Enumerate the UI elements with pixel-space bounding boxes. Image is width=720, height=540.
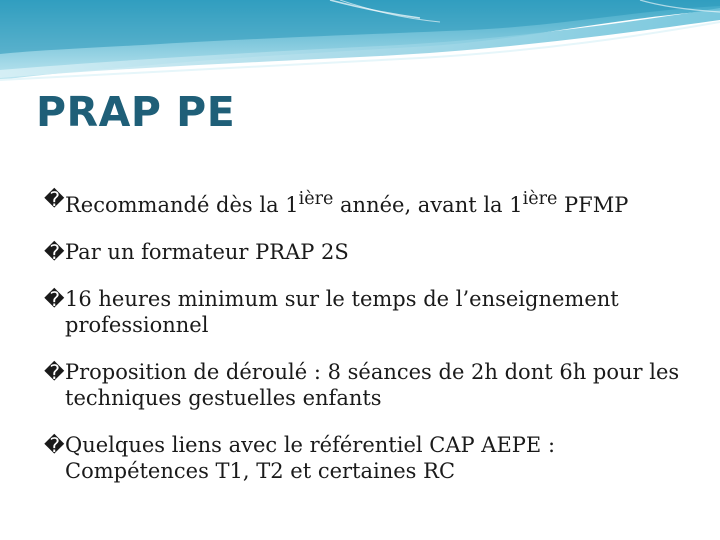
bullet-text [65,360,679,410]
bullet-marker-icon: � [44,433,65,457]
bullet-text [65,189,629,217]
bullet-item [44,432,704,484]
bullet-text-segment: 16 heures minimum sur le temps de l’enseignement professionnel [65,287,619,337]
bullet-text [65,240,349,264]
bullet-marker-icon: � [44,360,65,384]
bullet-marker-icon: � [44,287,65,311]
bullet-marker-icon: � [44,240,65,264]
superscript-text: ière [298,189,334,209]
bullet-text [65,287,619,337]
bullet-text-segment: Recommandé dès la 1 [65,193,299,217]
bullet-text [65,433,555,483]
header-wave-decoration [0,0,720,90]
bullet-text-segment: PFMP [557,193,629,217]
bullet-text-segment: Quelques liens avec le référentiel CAP AEPE : Compétences T1, T2 et certaines RC [65,433,556,483]
bullet-text-segment: année, avant la 1 [333,193,523,217]
bullet-marker-icon: � [44,187,65,211]
bullet-list [44,186,704,505]
bullet-item [44,359,704,411]
bullet-item [44,286,704,338]
bullet-item [44,239,704,265]
slide-title: PRAP PE [36,88,236,136]
bullet-item [44,186,704,218]
superscript-text: ière [522,189,558,209]
bullet-text-segment: Proposition de déroulé : 8 séances de 2h dont 6h pour les techniques gestuelles enfants [65,360,680,410]
bullet-text-segment: Par un formateur PRAP 2S [65,240,349,264]
